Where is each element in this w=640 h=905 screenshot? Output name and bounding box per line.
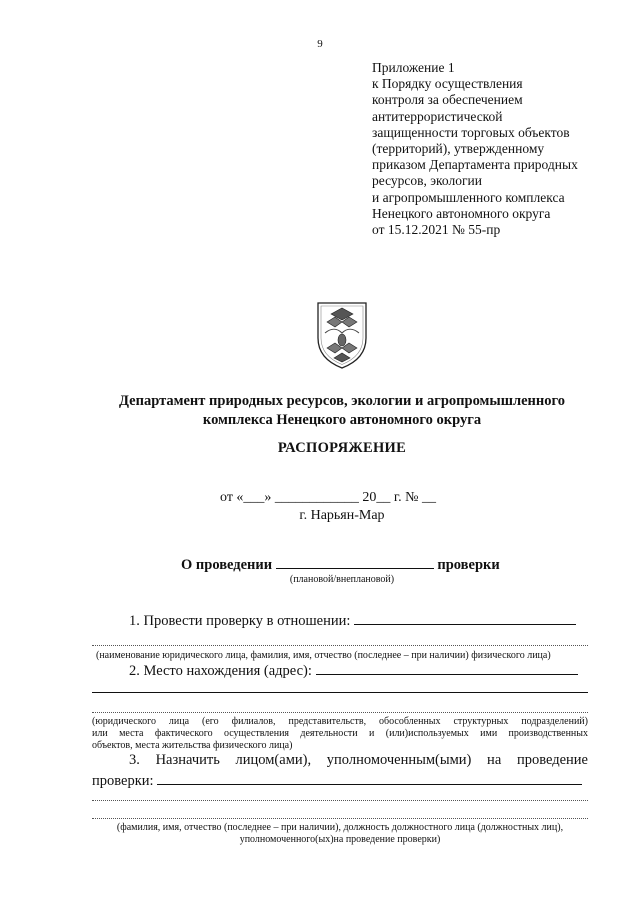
item-2-caption-line: или места фактического осуществления деятельности и (или)используемых ими производственных: [92, 728, 588, 739]
item-2-caption: [92, 716, 588, 752]
item-3-caption: [92, 822, 588, 846]
subject-line: [181, 556, 500, 574]
item-3: [129, 752, 588, 769]
appendix-line: к Порядку осуществления: [372, 76, 523, 92]
appendix-line: защищенности торговых объектов: [372, 124, 570, 140]
item-3-caption-line: уполномоченного(ых)на проведение проверки): [239, 834, 441, 845]
appendix-line: Приложение 1: [372, 60, 455, 75]
department-line: комплекса Ненецкого автономного округа: [202, 412, 482, 428]
item-2: [129, 662, 578, 680]
authorized-persons-line[interactable]: [92, 800, 588, 801]
item-1-text: 1. Провести проверку в отношении:: [129, 613, 351, 629]
page-number: 9: [317, 38, 323, 50]
date-number-line: от «___» ____________ 20__ г. № __: [220, 490, 436, 505]
item-3-text: проверки:: [92, 773, 154, 789]
item-1-caption: (наименование юридического лица, фамилия, имя, отчество (последнее – при наличии) физического лица): [96, 650, 551, 661]
appendix-line: антитеррористической: [372, 108, 503, 124]
item-2-text: 2. Место нахождения (адрес):: [129, 663, 312, 679]
address-line[interactable]: [92, 712, 588, 713]
document-title: РАСПОРЯЖЕНИЕ: [277, 440, 407, 456]
authorized-persons-line[interactable]: [92, 818, 588, 819]
city-name: г. Нарьян-Мар: [299, 508, 385, 523]
appendix-block: [372, 60, 612, 238]
address-line[interactable]: [92, 692, 588, 693]
item-3-text: 3. Назначить лицом(ами), уполномоченным(ыми) на проведение: [129, 752, 588, 768]
appendix-line: ресурсов, экологии: [372, 173, 482, 189]
subject-suffix: проверки: [437, 557, 500, 573]
appendix-line: приказом Департамента природных: [372, 157, 578, 173]
item-3-caption-line: (фамилия, имя, отчество (последнее – при наличии), должность должностного лица (должностных лиц),: [116, 822, 564, 833]
item-1: [129, 612, 576, 630]
inspection-type-caption: (плановой/внеплановой): [289, 574, 395, 585]
department-line: Департамент природных ресурсов, экологии и агропромышленного: [119, 393, 565, 409]
item-2-caption-line: (юридического лица (его филиалов, представительств, обособленных структурных подразделений): [92, 716, 588, 727]
appendix-line: контроля за обеспечением: [372, 92, 523, 108]
subject-prefix: О проведении: [181, 557, 273, 573]
department-name: [60, 392, 624, 430]
inspection-type-field[interactable]: [276, 556, 434, 569]
authorized-persons-field[interactable]: [157, 772, 582, 785]
coat-of-arms-icon: [315, 300, 369, 370]
item-2-caption-line: объектов, места жительства физического лица): [92, 740, 293, 751]
appendix-line: от 15.12.2021 № 55-пр: [372, 222, 501, 238]
appendix-line: (территорий), утвержденному: [372, 141, 545, 157]
appendix-line: Ненецкого автономного округа: [372, 205, 551, 221]
item-3-line-2: [92, 772, 582, 790]
address-field[interactable]: [316, 662, 578, 675]
item-1-line[interactable]: [92, 645, 588, 646]
appendix-line: и агропромышленного комплекса: [372, 189, 565, 205]
inspection-subject-field[interactable]: [354, 612, 576, 625]
